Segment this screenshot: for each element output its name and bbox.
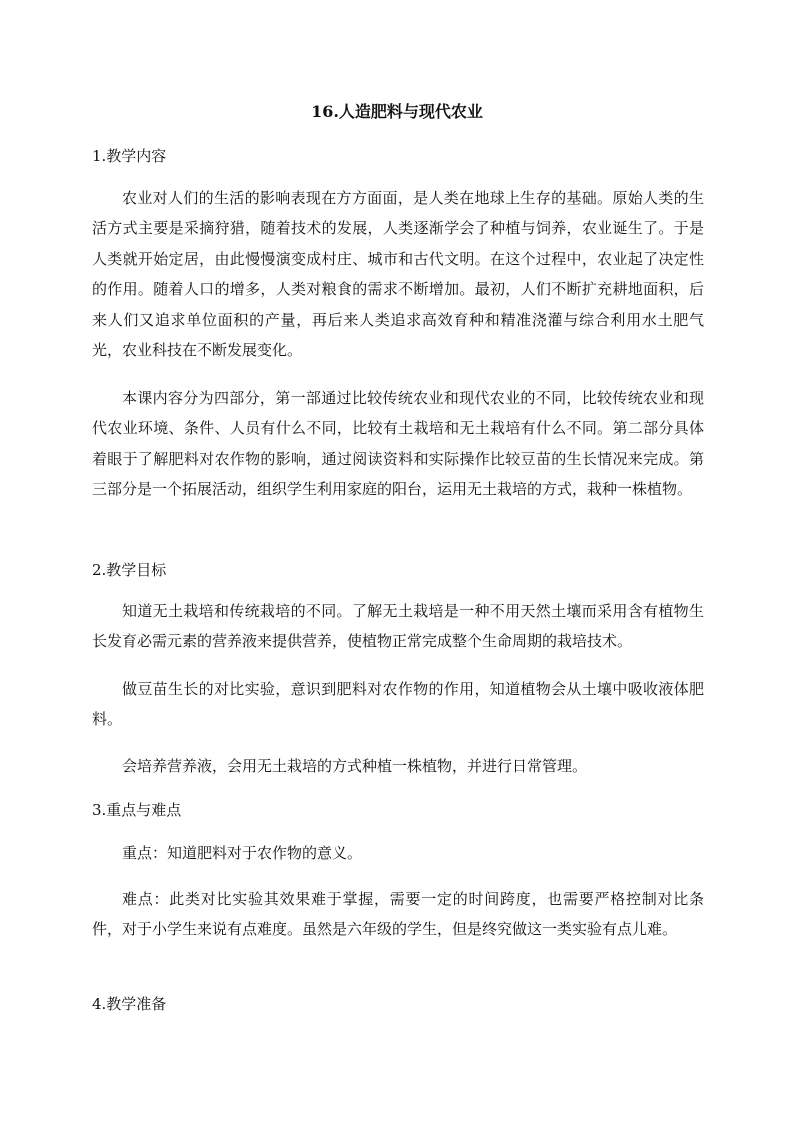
paragraph-teaching-goals-1: 知道无土栽培和传统栽培的不同。了解无土栽培是一种不用天然土壤而采用含有植物生长发育必需元素的营养液来提供营养，使植物正常完成整个生命周期的栽培技术。 [92, 602, 704, 651]
section-heading-teaching-goals: 2.教学目标 [92, 561, 167, 579]
section-heading-key-points: 3.重点与难点 [92, 801, 182, 819]
paragraph-teaching-content-2: 本课内容分为四部分，第一部通过比较传统农业和现代农业的不同，比较传统农业和现代农业环境、条件、人员有什么不同，比较有土栽培和无土栽培有什么不同。第二部分具体着眼于了解肥料对农作物的影响，通过阅读资料和实际操作比较豆苗的生长情况来完成。第三部分是一个拓展活动，组织学生利用家庭的阳台，运用无土栽培的方式，栽种一株植物。 [92, 389, 704, 499]
paragraph-teaching-goals-3: 会培养营养液，会用无土栽培的方式种植一株植物，并进行日常管理。 [122, 757, 588, 775]
section-heading-teaching-content: 1.教学内容 [92, 147, 167, 165]
paragraph-difficult-point: 难点：此类对比实验其效果难于掌握，需要一定的时间跨度，也需要严格控制对比条件，对于小学生来说有点难度。虽然是六年级的学生，但是终究做这一类实验有点儿难。 [92, 890, 704, 939]
paragraph-key-point: 重点：知道肥料对于农作物的意义。 [122, 844, 363, 862]
paragraph-teaching-goals-2: 做豆苗生长的对比实验，意识到肥料对农作物的作用，知道植物会从土壤中吸收液体肥料。 [92, 680, 704, 729]
document-title: 16.人造肥料与现代农业 [311, 102, 483, 121]
section-heading-preparation: 4.教学准备 [92, 995, 167, 1013]
paragraph-teaching-content-1: 农业对人们的生活的影响表现在方方面面，是人类在地球上生存的基础。原始人类的生活方式主要是采摘狩猎，随着技术的发展，人类逐渐学会了种植与饲养，农业诞生了。于是人类就开始定居，由此慢慢演变成村庄、城市和古代文明。在这个过程中，农业起了决定性的作用。随着人口的增多，人类对粮食的需求不断增加。最初，人们不断扩充耕地面积，后来人们又追求单位面积的产量，再后来人类追求高效育种和精准浇灌与综合利用水土肥气光，农业科技在不断发展变化。 [92, 189, 704, 360]
